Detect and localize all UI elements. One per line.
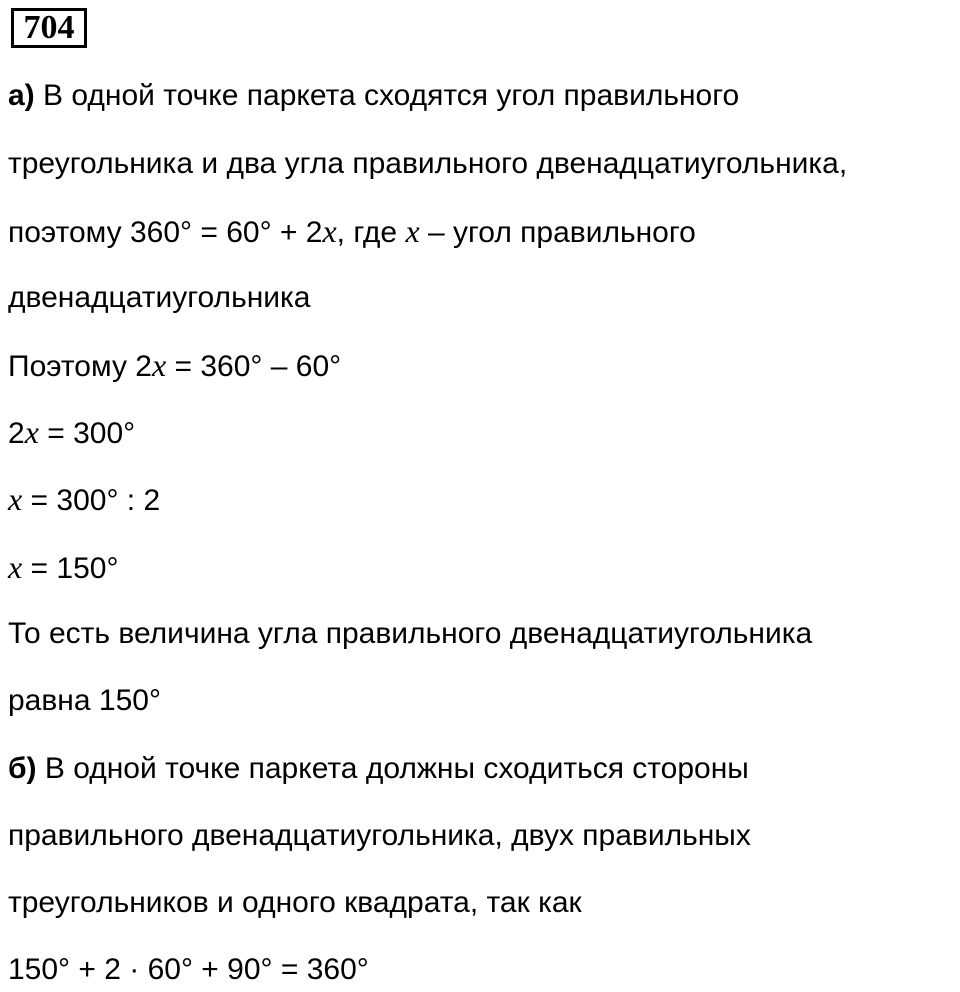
step-3-rest: = 300° : 2 <box>22 484 161 517</box>
definition-text: – угол правильного <box>419 216 696 249</box>
variable-x: x <box>322 213 337 249</box>
part-b-line-3: треугольников и одного квадрата, так как <box>8 886 582 919</box>
part-a-line-1 <box>8 76 739 116</box>
part-b-line-2: правильного двенадцатиугольника, двух правильных <box>8 819 751 852</box>
problem-number: 704 <box>11 8 87 48</box>
part-b-line-4: 150° + 2 · 60° + 90° = 360° <box>8 953 369 986</box>
part-b-line-1 <box>8 749 749 789</box>
step-4-rest: = 150° <box>22 552 119 585</box>
step-1-rest: = 360° – 60° <box>166 350 342 383</box>
step-2 <box>8 412 135 454</box>
part-a-intro-1: В одной точке паркета сходятся угол правильного <box>34 79 740 112</box>
variable-x: x <box>8 481 23 517</box>
step-1 <box>8 345 341 387</box>
step-1-prefix: Поэтому 2 <box>8 350 152 383</box>
step-2-prefix: 2 <box>8 417 25 450</box>
step-3 <box>8 479 160 521</box>
part-a-label: а) <box>8 79 35 112</box>
variable-x: x <box>151 347 167 383</box>
variable-x: x <box>24 414 39 450</box>
step-4 <box>8 547 118 589</box>
conclusion-line-1: То есть величина угла правильного двенадцатиугольника <box>8 617 813 650</box>
part-a-line-2: треугольника и два угла правильного двенадцатиугольника, <box>8 147 848 180</box>
equation-text: поэтому 360° = 60° + 2 <box>8 216 323 249</box>
variable-x: x <box>405 213 420 249</box>
part-b-text-1: В одной точке паркета должны сходиться стороны <box>36 752 749 785</box>
part-a-line-3 <box>8 211 696 253</box>
part-b-label: б) <box>8 752 37 785</box>
step-2-rest: = 300° <box>38 417 136 450</box>
conclusion-line-2: равна 150° <box>8 684 161 717</box>
where-text: , где <box>336 216 406 249</box>
part-a-line-4: двенадцатиугольника <box>8 281 311 314</box>
variable-x: x <box>8 549 23 585</box>
